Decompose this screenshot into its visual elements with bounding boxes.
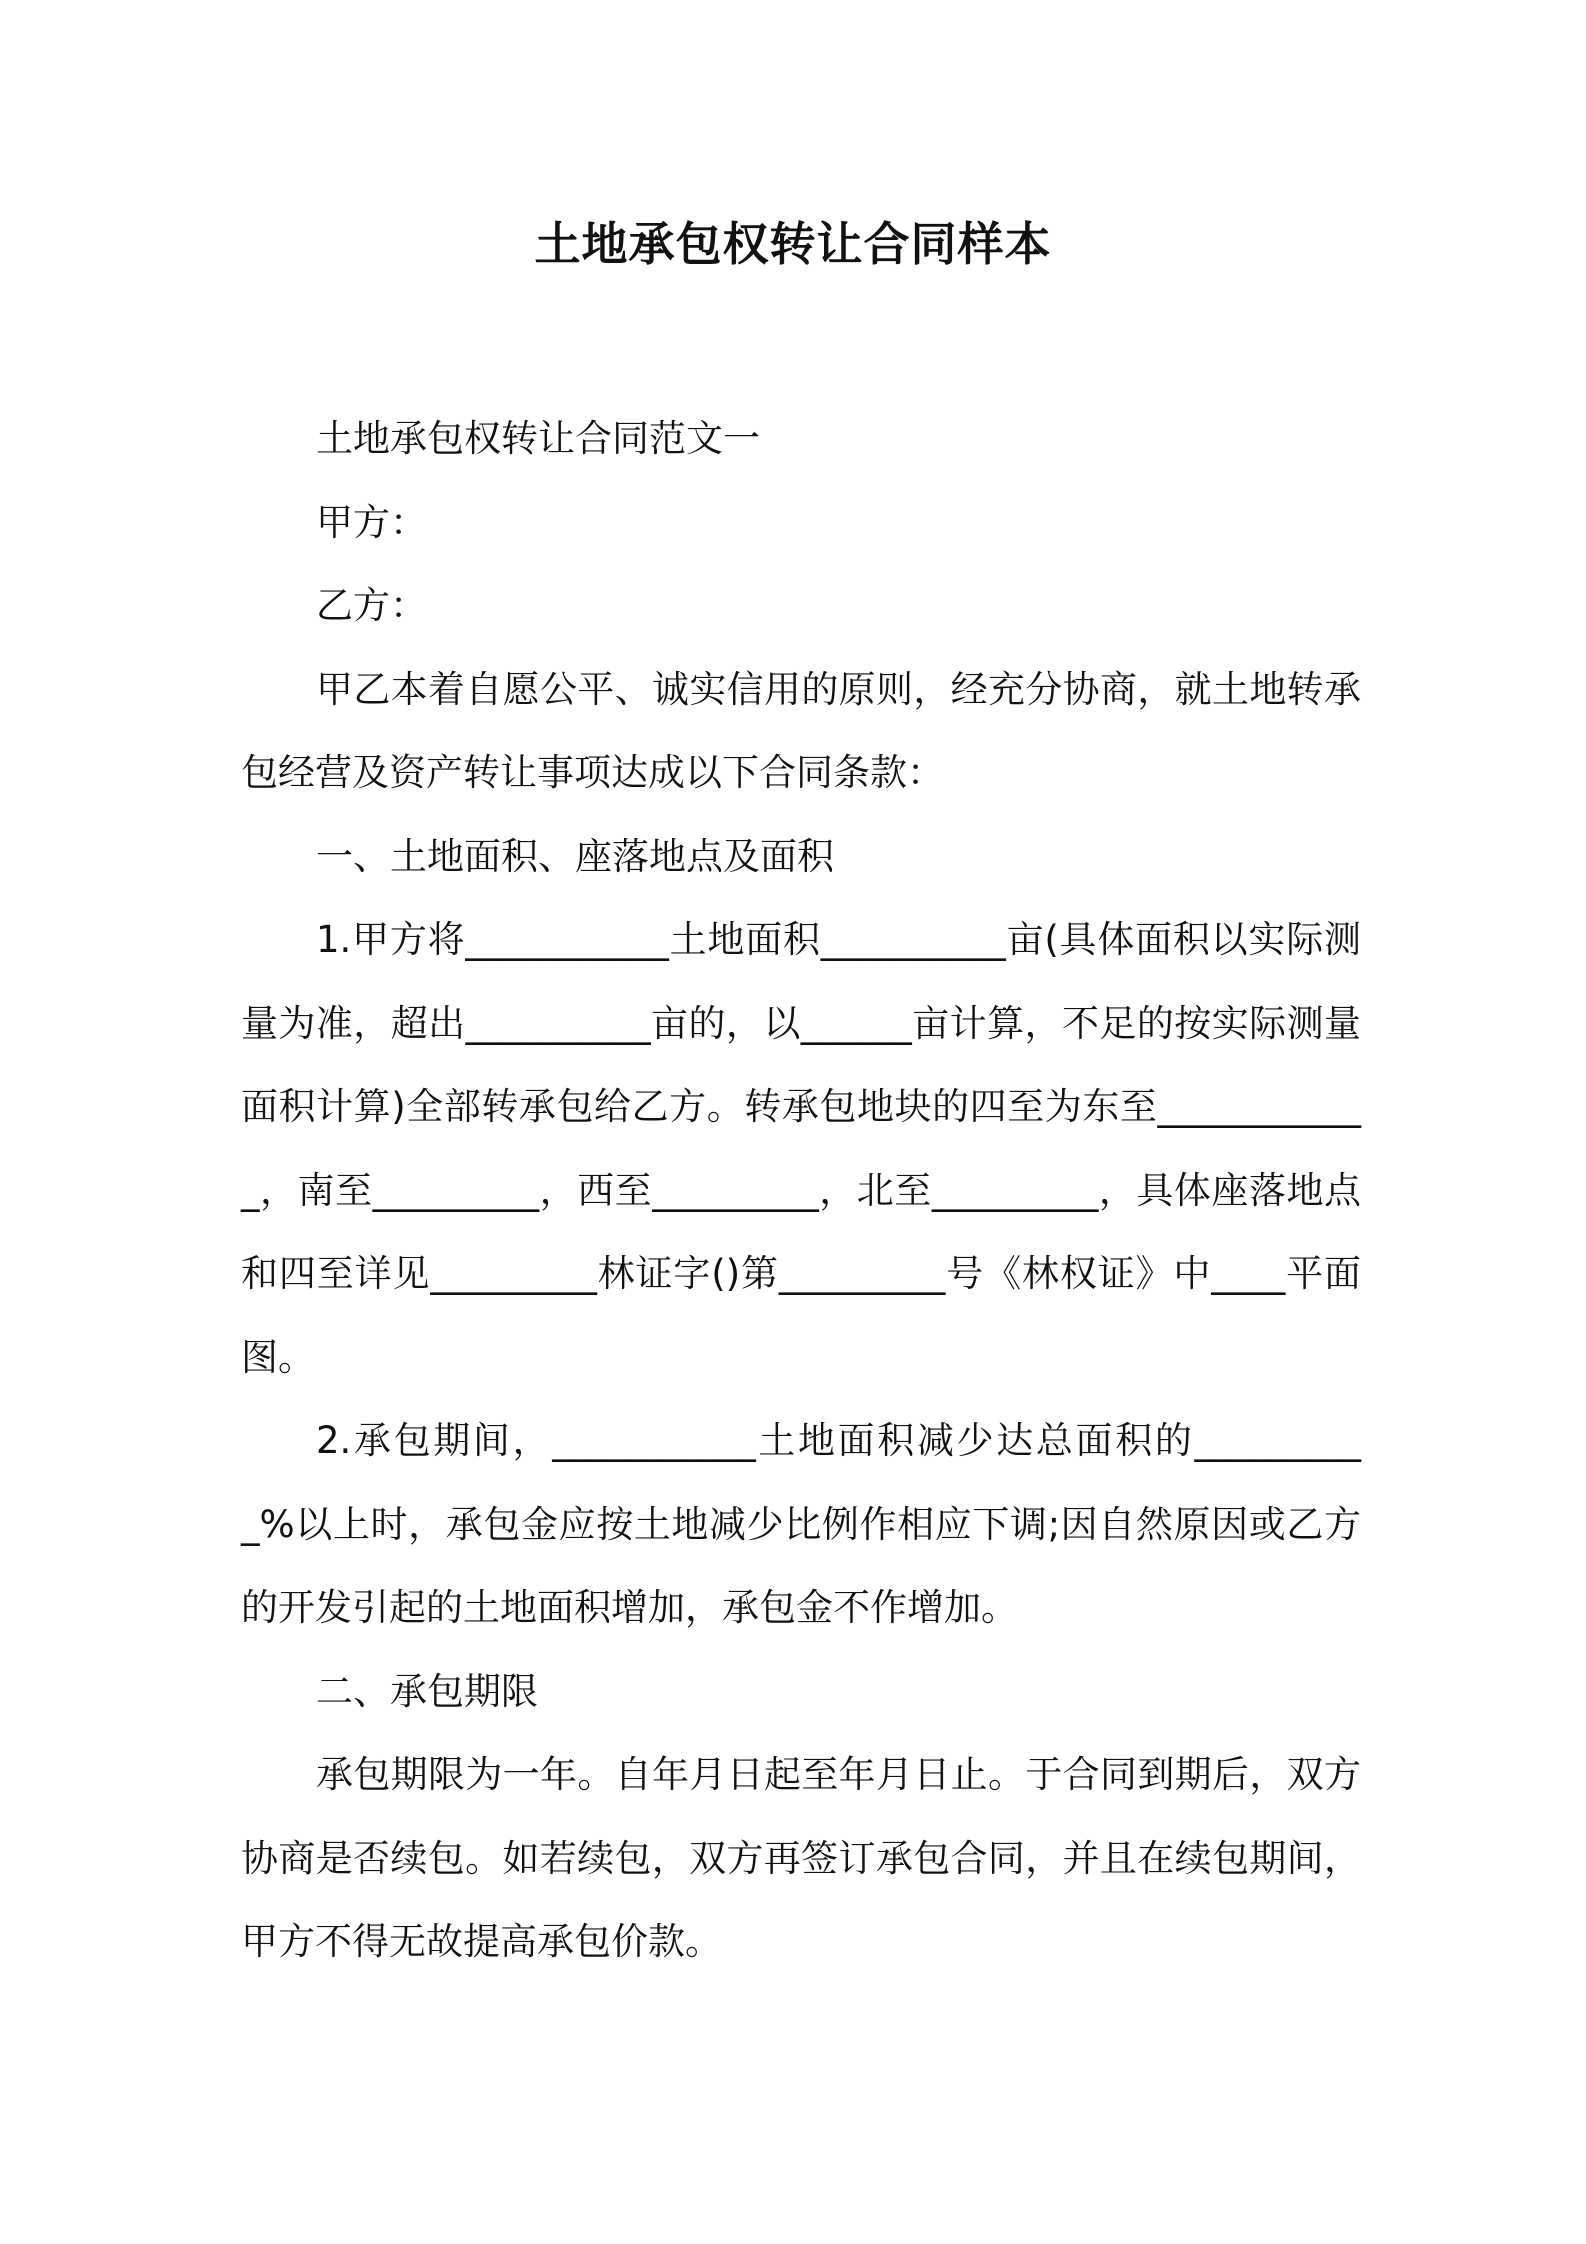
paragraph-preamble: 甲乙本着自愿公平、诚实信用的原则，经充分协商，就土地转承包经营及资产转让事项达成以下合同条款： bbox=[241, 667, 1361, 794]
clause-1-2: 2.承包期间，___________土地面积减少达总面积的__________%以上时，承包金应按土地减少比例作相应下调;因自然原因或乙方的开发引起的土地面积增加，承包金不作增加。 bbox=[241, 1419, 1361, 1629]
paragraph-party-a: 甲方： bbox=[316, 500, 427, 544]
clause-1-1: 1.甲方将___________土地面积__________亩(具体面积以实际测量为准，超出__________亩的，以______亩计算，不足的按实际测量面积计算)全部转承包给乙方。转承包地块的四至为东至____________，南至_________，西至_________，北至_________，具体座落地点和四至详见_________林证字()第_________号《林权证》中____平面图。 bbox=[241, 918, 1361, 1379]
section-heading-1: 一、土地面积、座落地点及面积 bbox=[316, 834, 834, 878]
section-heading-2: 二、承包期限 bbox=[316, 1669, 538, 1713]
paragraph-subtitle: 土地承包权转让合同范文一 bbox=[316, 417, 760, 460]
document-title: 土地承包权转让合同样本 bbox=[534, 217, 1052, 271]
paragraph-party-b: 乙方： bbox=[316, 584, 427, 627]
clause-2: 承包期限为一年。自年月日起至年月日止。于合同到期后，双方协商是否续包。如若续包，双方再签订承包合同，并且在续包期间，甲方不得无故提高承包价款。 bbox=[241, 1753, 1361, 1963]
document-body bbox=[241, 397, 1361, 1984]
